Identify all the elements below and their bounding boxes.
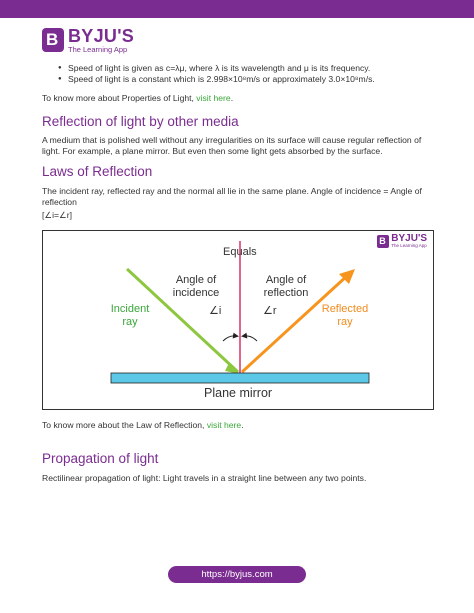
footer-url-link[interactable]: https://byjus.com — [168, 566, 306, 583]
heading-propagation: Propagation of light — [42, 451, 159, 466]
law-visit-link[interactable]: visit here — [206, 420, 242, 430]
angle-r-arc — [244, 336, 257, 341]
properties-link-paragraph: To know more about Properties of Light, visit here. — [42, 93, 234, 103]
incident-ray-label: Incident ray — [110, 303, 150, 328]
properties-visit-link[interactable]: visit here — [196, 93, 231, 103]
law-link-paragraph: To know more about the Law of Reflection, visit here. — [42, 420, 244, 430]
figure-logo-mark-icon: B — [377, 235, 389, 248]
bullet-list — [58, 63, 458, 85]
angle-reflection-label: Angle of reflection — [263, 274, 309, 299]
heading-laws-of-reflection: Laws of Reflection — [42, 164, 153, 179]
logo-mark-icon: B — [42, 28, 64, 52]
bullet-item: ● Speed of light is given as c=λμ, where λ is its wavelength and μ is its frequency. — [58, 63, 458, 74]
reflection-diagram — [42, 230, 434, 410]
angle-incidence-label: Angle of incidence — [172, 274, 220, 299]
plane-mirror-label: Plane mirror — [204, 386, 273, 400]
reflection-media-text: A medium that is polished well without any irregularities on its surface will cause regular reflection of light. For example, a plane mirror. But even then some light gets absorbed by the surface. — [42, 135, 422, 156]
bullet-item: ● Speed of light is a constant which is 2.998×10⁸m/s or approximately 3.0×10⁸m/s. — [58, 74, 458, 85]
incident-arrowhead — [225, 363, 240, 374]
top-bar — [0, 0, 474, 18]
angle-r-symbol: ∠r — [263, 305, 277, 317]
equals-label: Equals — [223, 246, 257, 258]
plane-mirror — [111, 373, 369, 383]
byjus-logo[interactable] — [42, 27, 134, 53]
angle-i-arc — [223, 336, 236, 341]
logo-name: BYJU'S — [68, 25, 135, 46]
angle-i-symbol: ∠i — [209, 305, 222, 317]
logo-tagline: The Learning App — [68, 44, 128, 54]
laws-formula: [∠i=∠r] — [42, 210, 72, 220]
propagation-text: Rectilinear propagation of light: Light travels in a straight line between any two points. — [42, 473, 367, 483]
reflected-ray-label: Reflected ray — [321, 303, 369, 328]
figure-logo: B BYJU'S The Learning App — [379, 233, 427, 248]
laws-text: The incident ray, reflected ray and the normal all lie in the same plane. Angle of incidence = Angle of reflection — [42, 186, 422, 207]
heading-reflection-media: Reflection of light by other media — [42, 114, 239, 129]
